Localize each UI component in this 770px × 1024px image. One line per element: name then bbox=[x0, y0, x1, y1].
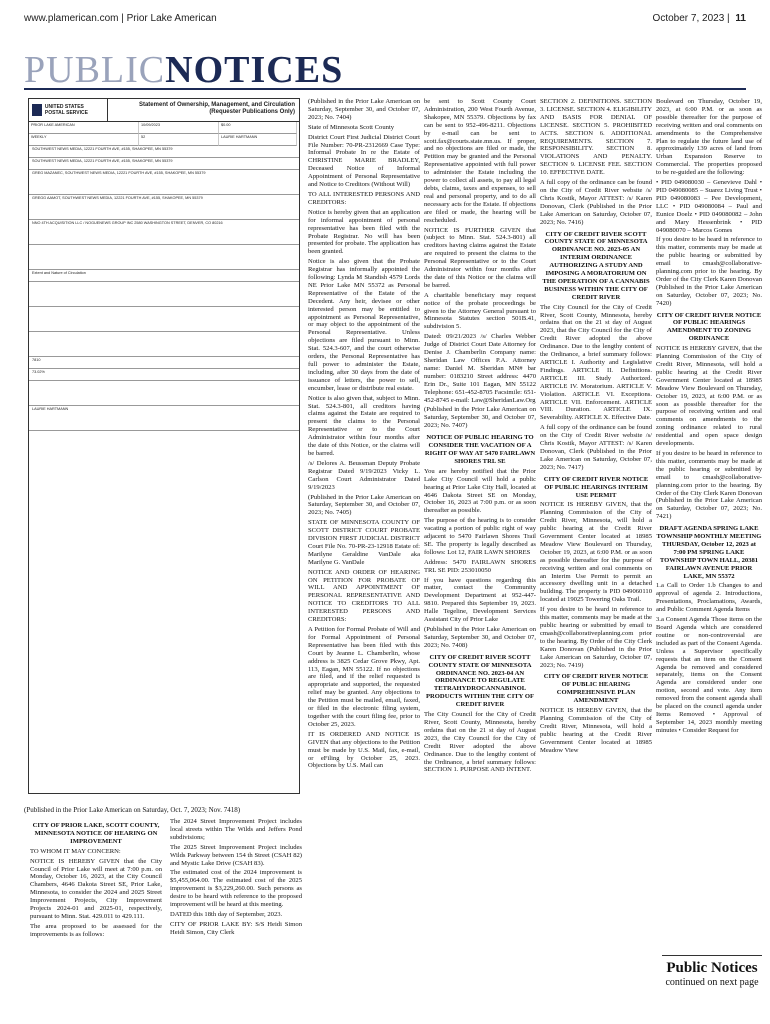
continued-subtitle: continued on next page bbox=[665, 977, 759, 988]
notice-paragraph: Notice is also given that the Probate Registrar has informally appointed the following: Lynda M Standish 4579 Lords NE Prior Lake MN 55372 as Personal Representative of the Estate of the Decedent. Any heir, devisee or other interested person may be entitled to appointment as Personal Representative, or may object to the appointment of the Personal Representative. Unless objections are filed pursuant to Minn. Stat. 524.3-607, and the court otherwise orders, the Personal Representative has full power to administer the Estate, including, after 30 days from the date of issuance of letters, the power to sell, encumber, lease or distribute real estate. bbox=[308, 258, 420, 392]
notice-paragraph: If you have questions regarding this matter, contact the Community Development Department at 952-447-9810. Prepared this September 19, 2023. Halle Tegeline, Development Services Assistant City of Prior Lake bbox=[424, 576, 536, 624]
notice-paragraph: If you desire to be heard in reference to this matter, comments may be made at the public hearing or submitted by email to cmash@collaborative-planning.com prior to the hearing. By Order of the City Clerk Karen Donovan (Published in the Prior Lake American on Saturday, October 07, 2023; No. 7420) bbox=[656, 236, 762, 307]
notice-paragraph: NOTICE IS HEREBY GIVEN, that the Planning Commission of the City of Credit River, Minnesota, will hold a public hearing at the Credit River Government Center located at 18985 Meadow View Boulevard on Thursday, October 19, 2023, at 6:00 P.M. or as soon as possible thereafter for the purpose of receiving written and oral comments on an Interim Use Permit to permit an accessory dwelling unit in a detached building. The property is PID 049060110 located at 19025 Towering Oaks Trail. bbox=[540, 501, 652, 604]
continued-title: Public Notices bbox=[666, 960, 758, 976]
notice-paragraph: Notice is hereby given that an application for informal appointment of personal representative has been filed with the Probate Registrar. No will has been presented for probate. The application has been granted. bbox=[308, 208, 420, 256]
notice-paragraph: SECTION 2. DEFINITIONS. SECTION 3. LICENSE. SECTION 4. ELIGIBILITY AND BASIS FOR DENIAL OF LICENSE. SECTION 5. PROHIBITED ACTS. SECTION 6. ADDITIONAL REQUIREMENTS. SECTION 7. RESPONSIBILITY. SECTION 8. VIOLATIONS AND PENALTY. SECTION 9. LICENSE FEE. SECTION 10. EFFECTIVE DATE. bbox=[540, 98, 652, 177]
form-owner: NNO 4TH ACQUISITION LLC / NOGUENEWS GROUP INC 2580 WASHINGTON STREET, DENVER, CO 80216 bbox=[29, 220, 299, 245]
form-title: Statement of Ownership, Management, and Circulation (Requester Publications Only) bbox=[138, 102, 295, 115]
notice-paragraph: Address: 5470 FAIRLAWN SHORES TRL SE PID: 253010050 bbox=[424, 558, 536, 574]
notice-paragraph: be sent to Scott County Court Administration, 200 West Fourth Avenue, Shakopee, MN 55379. Objections by fax can be sent to 952-496-8211. Objections by e-mail can be sent to scott.fax@courts.state.mn.us. If proper, and no objections are filed or made, the Petition may be granted and the Personal Representative appointed with full power to administer the Estate including the power to collect all assets, to pay all legal debts, claims, taxes and expenses, to sell real and personal property, and to do all necessary acts for the Estate. If objections are filed or made, the hearing will be rescheduled. bbox=[424, 98, 536, 224]
notice-paragraph: NOTICE IS FURTHER GIVEN that (subject to Minn. Stat. 524.3-801) all creditors having claims against the Estate are required to present the claims to the Personal Representative or to the Court Administrator within four months after the date of this Notice or the claims will be barred. bbox=[424, 226, 536, 289]
page-number: 11 bbox=[735, 12, 746, 24]
notice-paragraph: The area proposed to be assessed for the improvements is as follows: bbox=[30, 922, 162, 938]
notice-paragraph: District Court First Judicial District Court File Number: 70-PR-2312669 Case Type: Informal Probate In re the Estate of CHRISTINE MARIE BRADLEY, Deceased Notice of Informal Appointment of Personal Representative and Notice to Creditors (Without Will) bbox=[308, 133, 420, 189]
column-3 bbox=[308, 98, 420, 1018]
form-bondholders bbox=[29, 245, 299, 270]
column-1 bbox=[30, 818, 162, 1018]
notice-paragraph: The 2025 Street Improvement Project includes Wilds Parkway between 154 th Street (CSAH 82) and Mystic Lake Drive (CSAH 83). bbox=[170, 843, 302, 867]
form-total: 7810 bbox=[29, 357, 299, 369]
form-percent: 73.02% bbox=[29, 369, 299, 381]
notice-heading: CITY OF CREDIT RIVER SCOTT COUNTY STATE OF MINNESOTA ORDINANCE NO. 2023-05 AN INTERIM ORDINANCE AUTHORIZING A STUDY AND IMPOSING A MORATORIUM ON THE OPERATION OF A CANNABIS BUSINESS WITHIN THE CITY OF CREDIT RIVER bbox=[542, 230, 650, 301]
notice-heading: CITY OF CREDIT RIVER NOTICE OF PUBLIC HEARINGS AMENDMENT TO ZONING ORDINANCE bbox=[656, 311, 762, 343]
notice-paragraph: (Published in the Prior Lake American on Saturday, September 30, and October 07, 2023; No. 7407) bbox=[424, 406, 536, 430]
column-4 bbox=[424, 98, 536, 1018]
notice-paragraph: DATED this 18th day of September, 2023. bbox=[170, 910, 283, 918]
form-hq-address: SOUTHWEST NEWS MEDIA, 12221 FOURTH AVE, #155, SHAKOPEE, MN 55379 bbox=[29, 158, 299, 170]
form-frequency: WEEKLY bbox=[29, 134, 139, 146]
form-publication-note: (Published in the Prior Lake American on Saturday, Oct. 7, 2023; Nov. 7418) bbox=[24, 806, 241, 814]
notice-paragraph: /s/ Delores A. Beussman Deputy Probate Registrar Dated 9/19/2023 Vicky L. Carlson Court Administrator Dated 9/19/2023 bbox=[308, 459, 420, 491]
title-rule bbox=[24, 88, 746, 90]
notice-paragraph: A full copy of the ordinance can be found on the City of Credit River website /s/ Chris Kostik, Mayor ATTEST: /s/ Karen Donovan, Clerk (Published in the Prior Lake American on Saturday, October 07, 2023; No. 7417) bbox=[540, 424, 652, 471]
form-publication: PRIOR LAKE AMERICAN bbox=[29, 122, 139, 134]
notice-heading: CITY OF CREDIT RIVER NOTICE OF PUBLIC HEARINGS INTERIM USE PERMIT bbox=[543, 475, 649, 499]
postal-statement-form bbox=[28, 98, 300, 794]
notice-paragraph: A Petition for Formal Probate of Will and for Formal Appointment of Personal Representative has been filed with this Court by Jeanne L. Chamberlin, whose address is 3825 Cedar Grove Pkwy, Apt. 113, Eagan, MN 55122. If no objections are filed, and if the relief requested is appropriate and supported, the requested relief may be granted. Any objections to the Petition must be mailed, email, faxed, or filed in the electronic filing system, together with the court filing fee, prior to October 25, 2023. bbox=[308, 626, 420, 728]
form-circulation-rows-3 bbox=[29, 332, 299, 357]
notice-paragraph: Boulevard on Thursday, October 19, 2023, at 6:00 P.M. or as soon as possible thereafter for the purpose of receiving written and oral comments on amendments to the Comprehensive Plan to regulate the future land use of approximately 139 acres of land from Urban Expansion Reserve to Commercial. The properties proposed to be re-guided are the following: bbox=[656, 98, 762, 177]
eagle-icon bbox=[32, 104, 42, 116]
notice-paragraph: CITY OF PRIOR LAKE BY: S/S Heidi Simon Heidi Simon, City Clerk bbox=[170, 920, 302, 936]
form-electronic-copy bbox=[29, 381, 299, 406]
notice-paragraph: A charitable beneficiary may request notice of the probate proceedings be given to the Attorney General pursuant to Minnesota Statutes section 501B.41, subdivision 5. bbox=[424, 291, 536, 331]
notice-paragraph: (Published in the Prior Lake American on Saturday, September 30, and October 07, 2023; No. 7404) bbox=[308, 98, 420, 121]
notice-paragraph: NOTICE IS HEREBY GIVEN, that the Planning Commission of the City of Credit River, Minnesota, will hold a public hearing at the Credit River Government Center located at 18985 Meadow View Boulevard on Thursday, October 19, 2023, at 6:00 P.M. or as soon as possible thereafter for the purpose of receiving written and oral comments on amendments to the zoning ordinance related to rural residential and open space design developments. bbox=[656, 345, 762, 448]
notice-paragraph: State of Minnesota Scott County bbox=[308, 123, 395, 131]
notice-paragraph: A full copy of the ordinance can be found on the City of Credit River website /s/ Chris Kostik, Mayor ATTEST: /s/ Karen Donovan, Clerk (Published in the Prior Lake American on Saturday, October 07, 2023; No. 7416) bbox=[540, 179, 652, 226]
notice-paragraph: STATE OF MINNESOTA COUNTY OF SCOTT DISTRICT COURT PROBATE DIVISION FIRST JUDICIAL DISTRICT Court File No. 70-PR-23-12918 Estate of: Marilyne Geraldine VanDale aka Marilyne G. VanDale bbox=[308, 519, 420, 566]
notice-paragraph: TO WHOM IT MAY CONCERN: bbox=[30, 847, 121, 855]
notice-paragraph: The City Council for the City of Credit River, Scott County, Minnesota, hereby ordains that on the 21 st day of August 2023, that the City Council for the City of Credit River adopted the above Ordinance. Due to the lengthy content of the Ordinance, a brief summary follows: ARTICLE I. Authority and Legislative Findings. ARTICLE II. Definitions. ARTICLE III. Study Authorized. ARTICLE IV. Moratorium. ARTICLE V. Violation. ARTICLE VI. Exceptions. ARTICLE VII. Enforcement. ARTICLE VIII. Duration. ARTICLE IX. Severability. ARTICLE X. Effective Date. bbox=[540, 303, 652, 422]
notice-paragraph: The estimated cost of the 2024 improvement is $5,455,064.00. The estimated cost of the 2025 improvement is $3,229,260.00. Such persons as desire to be heard with reference to the proposed improvement will be heard at this meeting. bbox=[170, 869, 302, 909]
notice-heading: CITY OF CREDIT RIVER NOTICE OF PUBLIC HEARING COMPREHENSIVE PLAN AMENDMENT bbox=[543, 673, 649, 705]
form-filing-date: 10/09/2023 bbox=[139, 122, 219, 134]
notice-paragraph: • PID 049080030 – Genevieve Dahl • PID 049080085 – Suarez Living Trust • PID 049080083 – Pee Development, LLC • PID 049080084 – Paul and Eunice Doelz • PID 049080082 – John and Mary Hessenbrink • PID 049080070 – Marcos Gomes bbox=[656, 179, 762, 234]
notice-paragraph: 1.a Call to Order 1.b Changes to and approval of agenda 2. Introductions, Presentations, Proclamations, Awards, and Public Comment Agenda Items bbox=[656, 582, 762, 614]
page-date: October 7, 2023 | 11 bbox=[652, 12, 746, 24]
notice-paragraph: NOTICE IS HEREBY GIVEN, that the Planning Commission of the City of Credit River, Minnesota, will hold a public hearing at the Credit River Government Center located at 18985 Meadow View bbox=[540, 707, 652, 754]
form-editor: GREGG AAMOT, SOUTHWEST NEWS MEDIA, 12221 FOURTH AVE, #155, SHAKOPEE, MN 55379 bbox=[29, 195, 299, 220]
notice-paragraph: The purpose of the hearing is to consider vacating a portion of public right of way adjacent to 5470 Fairlawn Shores Trail SE. The property is legally described as follows: Lot 12, FAIR LAWN SHORES bbox=[424, 517, 536, 556]
form-circulation-rows-2 bbox=[29, 307, 299, 332]
date-text: October 7, 2023 bbox=[652, 12, 725, 24]
notice-heading: NOTICE OF PUBLIC HEARING TO CONSIDER THE VACATION OF A RIGHT OF WAY AT 5470 FAIRLAWN SHORES TRL SE bbox=[424, 434, 536, 465]
section-title bbox=[24, 48, 343, 92]
notice-paragraph: IT IS ORDERED AND NOTICE IS GIVEN that any objections to the Petition must be made by U.S. Mail, fax, e-mail, or eFiling by October 25, 2023. Objections by U.S. Mail can bbox=[308, 730, 420, 770]
column-5 bbox=[540, 98, 652, 1018]
notice-paragraph: 3.a Consent Agenda Those items on the Board Agenda which are considered routine or non-controversial are included as part of the Consent Agenda. Unless a Supervisor specifically requests that an item on the Consent Agenda be removed and considered separately, items on the Consent Agenda are considered under one motion, second and vote. Any item removed from the consent agenda shall be placed on the council agenda under Items Removed • Approval of September 14, 2023 monthly meeting minutes • Consider Request for bbox=[656, 616, 762, 734]
continued-box bbox=[662, 955, 762, 988]
site-name: www.plamerican.com | Prior Lake American bbox=[24, 12, 217, 24]
notice-paragraph: NOTICE IS HEREBY GIVEN that the City Council of Prior Lake will meet at 7:00 p.m. on Monday, October 16, 2023, at the City Council Chambers, 4646 Dakota Street SE, Prior Lake, Minnesota, to consider the 2024 and 2025 Street Improvement Projects, City Improvement Projects 2024-01 and 2025-01, respectively, pursuant to Minn. Stat. 429.011 to 429.111. bbox=[30, 857, 162, 920]
column-2 bbox=[170, 818, 302, 1018]
notice-paragraph: If you desire to be heard in reference to this matter, comments may be made at the public hearing or submitted by email to cmash@collaborativeplanning.com prior to the hearing. By Order of the City Clerk Karen Donovan (Published in the Prior Lake American on Saturday, October 07, 2023; No. 7419) bbox=[540, 606, 652, 669]
notice-paragraph: (Published in the Prior Lake American on Saturday, September 30, and October 07, 2023; No. 7405) bbox=[308, 493, 420, 517]
notice-paragraph: You are hereby notified that the Prior Lake City Council will hold a public hearing at Prior Lake City Hall, located at 4646 Dakota Street SE on Monday, October 16, 2023 at 7:00 p.m. or as soon thereafter as possible. bbox=[424, 467, 536, 515]
page-header bbox=[24, 8, 746, 28]
form-publisher: GREG MAZANEC, SOUTHWEST NEWS MEDIA, 12221 FOURTH AVE, #155, SHAKOPEE, MN 55379 bbox=[29, 170, 299, 195]
usps-logo: UNITED STATES POSTAL SERVICE bbox=[29, 99, 108, 121]
notice-paragraph: (Published in the Prior Lake American on Saturday, September 30, and October 07, 2023; No. 7408) bbox=[424, 626, 536, 649]
notice-heading: DRAFT AGENDA SPRING LAKE TOWNSHIP MONTHLY MEETING THURSDAY, October 12, 2023 at 7:00 PM SPRING LAKE TOWNSHIP TOWN HALL, 20381 FAIRLAWN AVENUE PRIOR LAKE, MN 55372 bbox=[656, 525, 762, 580]
notice-paragraph: NOTICE AND ORDER OF HEARING ON PETITION FOR PROBATE OF WILL AND APPOINTMENT OF PERSONAL REPRESENTATIVE AND NOTICE TO CREDITORS TO ALL INTERESTED PERSONS AND CREDITORS: bbox=[308, 568, 420, 624]
form-signature: LAURIE HARTMANN bbox=[29, 406, 299, 431]
form-issues: 52 bbox=[139, 134, 219, 146]
notice-paragraph: TO ALL INTERESTED PERSONS AND CREDITORS: bbox=[308, 190, 420, 206]
notice-paragraph: Dated: 09/21/2023 /s/ Charles Webber Judge of District Court Date Attorney for Denise J. Chamberlin Company name: Sheridan Law Offices P.A. Attorney name: Daniel M. Sheridan MN# bar number: 0183210 Street address: 4470 Erin Dr., Suite 101 Eagan, MN 55122 Telephone: 651-452-8705 Facsimile: 651-452-8745 e-mail: Law@SheridanLaw.Org bbox=[424, 333, 536, 404]
form-price: $0.00 bbox=[219, 122, 297, 134]
form-contact: LAURIE HARTMANN bbox=[219, 134, 297, 146]
notice-heading: CITY OF CREDIT RIVER SCOTT COUNTY STATE OF MINNESOTA ORDINANCE NO. 2023-04 AN ORDINANCE TO REGULATE TETRAHYDROCANNABINOL PRODUCTS WITHIN THE CITY OF CREDIT RIVER bbox=[426, 653, 534, 709]
title-bold: NOTICES bbox=[165, 49, 344, 91]
title-light: PUBLIC bbox=[24, 49, 166, 91]
form-circulation-rows bbox=[29, 282, 299, 307]
notice-paragraph: The City Council for the City of Credit River, Scott County, Minnesota, hereby ordains that on the 21 st day of August 2023, the City Council for the City of Credit River adopted the above Ordinance. Due to the lengthy content of the Ordinance, a brief summary follows: SECTION 1. PURPOSE AND INTENT. bbox=[424, 711, 536, 774]
notice-paragraph: If you desire to be heard in reference to this matter, comments may be made at the public hearing or submitted by email to cmash@collaborative-planning.com prior to the hearing. By Order of the City Clerk Karen Donovan (Published in the Prior Lake American on Saturday, October 07, 2023; No. 7421) bbox=[656, 449, 762, 521]
notice-paragraph: The 2024 Street Improvement Project includes local streets within The Wilds and Jeffers Pond subdivisions; bbox=[170, 818, 302, 841]
notice-heading: CITY OF PRIOR LAKE, SCOTT COUNTY, MINNESOTA NOTICE OF HEARING ON IMPROVEMENT bbox=[32, 822, 160, 845]
column-6 bbox=[656, 98, 762, 950]
form-office-address: SOUTHWEST NEWS MEDIA, 12221 FOURTH AVE, #155, SHAKOPEE, MN 55379 bbox=[29, 146, 299, 158]
form-circulation-label: Extent and Nature of Circulation bbox=[29, 270, 299, 282]
notice-paragraph: Notice is also given that, subject to Minn. Stat. 524.3-801, all creditors having claims against the Estate are required to present the claims to the Personal Representative or to the Court Administrator within four months after the date of this Notice, or the claims will be barred. bbox=[308, 394, 420, 457]
